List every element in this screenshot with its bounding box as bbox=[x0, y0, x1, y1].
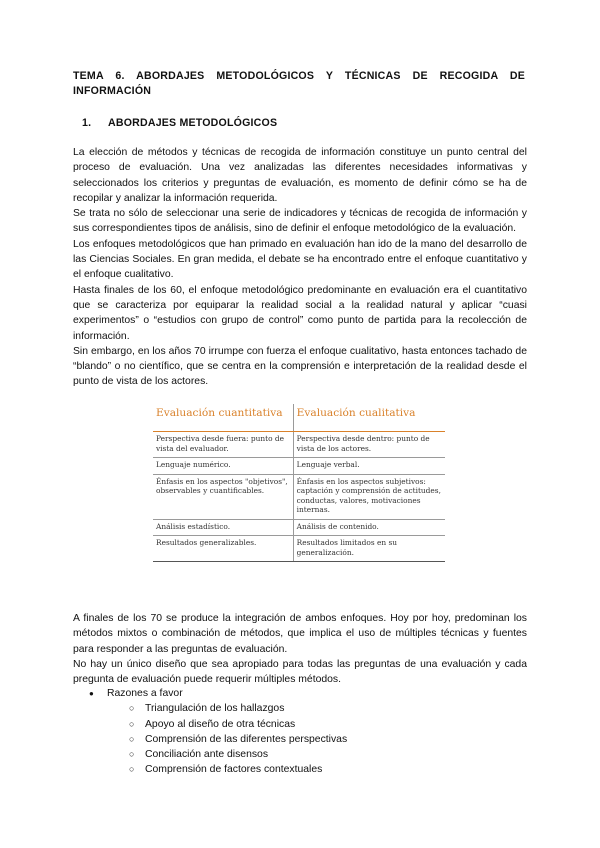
paragraph: Los enfoques metodológicos que han primado en evaluación han ido de la mano del desarrollo de las Ciencias Sociales. En gran medida, el debate se ha encontrado entre el enfoque cuantitativo y el enfoque cualitativo. bbox=[73, 238, 527, 281]
paragraph: Se trata no sólo de seleccionar una serie de indicadores y técnicas de recogida de información y sus correspondientes tipos de análisis, sino de definir el enfoque metodológico de la evaluación. bbox=[73, 208, 527, 235]
table-cell: Énfasis en los aspectos subjetivos: captación y comprensión de actitudes, conductas, valores, motivaciones internas. bbox=[293, 474, 445, 519]
table-cell: Análisis de contenido. bbox=[293, 519, 445, 536]
table-header-quantitative: Evaluación cuantitativa bbox=[153, 404, 293, 432]
table-row bbox=[153, 536, 445, 562]
paragraph: A finales de los 70 se produce la integración de ambos enfoques. Hoy por hoy, predominan los métodos mixtos o combinación de métodos, que implica el uso de múltiples técnicas y fuentes para responder a las preguntas de evaluación. bbox=[73, 613, 527, 655]
table-cell: Énfasis en los aspectos "objetivos", observables y cuantificables. bbox=[153, 474, 293, 519]
section-heading bbox=[82, 117, 277, 129]
comparison-table bbox=[153, 404, 445, 562]
document-title: TEMA 6. ABORDAJES METODOLÓGICOS Y TÉCNICAS DE RECOGIDA DE INFORMACIÓN bbox=[73, 70, 525, 97]
paragraph: Hasta finales de los 60, el enfoque metodológico predominante en evaluación era el cuantitativo que se caracteriza por equiparar la realidad social a la realidad natural y aplicar “cuasi experimentos” o “estudios con grupo de control” como punto de partida para la recolección de información. bbox=[73, 284, 527, 342]
table-cell: Perspectiva desde fuera: punto de vista del evaluador. bbox=[153, 432, 293, 458]
list-item: ○ Comprensión de las diferentes perspectivas bbox=[129, 732, 347, 747]
list-item: ○ Comprensión de factores contextuales bbox=[129, 762, 347, 777]
closing-paragraphs bbox=[73, 611, 527, 687]
paragraph: La elección de métodos y técnicas de recogida de información constituye un punto central del proceso de evaluación. Una vez analizadas las diferentes necesidades informativas y seleccionados los criterios y preguntas de evaluación, es momento de definir cómo se ha de recopilar y analizar la información requerida. bbox=[73, 147, 527, 204]
table-cell: Lenguaje verbal. bbox=[293, 458, 445, 475]
list-item: ○ Triangulación de los hallazgos bbox=[129, 701, 347, 716]
table-cell: Análisis estadístico. bbox=[153, 519, 293, 536]
table-row bbox=[153, 474, 445, 519]
paragraph: No hay un único diseño que sea apropiado para todas las preguntas de una evaluación y cada pregunta de evaluación puede requerir múltiples métodos. bbox=[73, 658, 527, 686]
table-row bbox=[153, 458, 445, 475]
paragraph: Sin embargo, en los años 70 irrumpe con fuerza el enfoque cualitativo, hasta entonces tachado de “blando” o no científico, que se centra en la comprensión e interpretación de la realidad desde el punto de vista de los actores. bbox=[73, 345, 527, 388]
list-item bbox=[89, 686, 347, 778]
table-row bbox=[153, 432, 445, 458]
section-number: 1. bbox=[82, 117, 92, 129]
reasons-list bbox=[89, 686, 347, 778]
list-item: ○ Conciliación ante disensos bbox=[129, 747, 347, 762]
table-cell: Resultados generalizables. bbox=[153, 536, 293, 562]
table-cell: Resultados limitados en su generalización. bbox=[293, 536, 445, 562]
table-cell: Perspectiva desde dentro: punto de vista de los actores. bbox=[293, 432, 445, 458]
table-header-qualitative: Evaluación cualitativa bbox=[293, 404, 445, 432]
sub-list bbox=[107, 701, 347, 777]
list-label: Razones a favor bbox=[107, 688, 183, 699]
table-row bbox=[153, 519, 445, 536]
list-item: ○ Apoyo al diseño de otra técnicas bbox=[129, 717, 347, 732]
section-heading-text: ABORDAJES METODOLÓGICOS bbox=[108, 117, 278, 129]
intro-paragraphs bbox=[73, 145, 527, 390]
table-cell: Lenguaje numérico. bbox=[153, 458, 293, 475]
